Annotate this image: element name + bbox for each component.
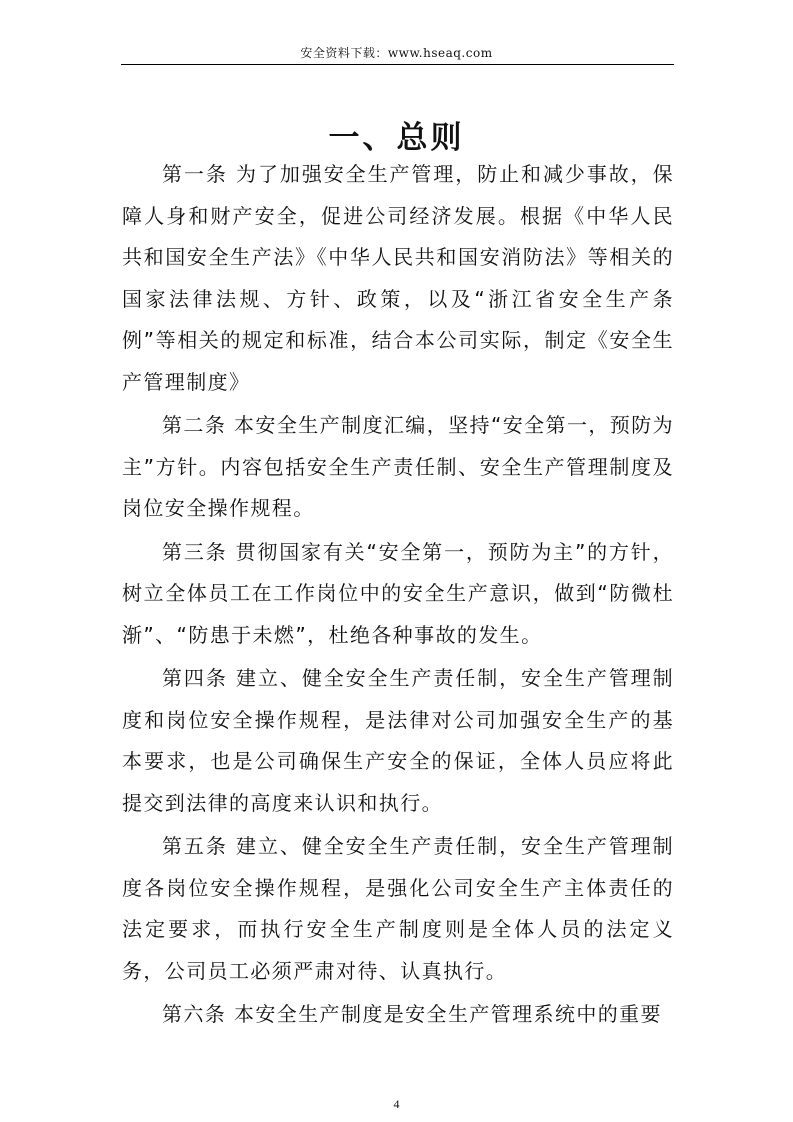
- page-number: 4: [393, 1097, 400, 1111]
- document-body: [122, 154, 674, 1038]
- article-paragraph: 第一条 为了加强安全生产管理，防止和减少事故，保障人身和财产安全，促进公司经济发展。根据《中华人民共和国安全生产法》《中华人民共和国安消防法》等相关的国家法律法规、方针、政策，以及“浙江省安全生产条例”等相关的规定和标准，结合本公司实际，制定《安全生产管理制度》: [122, 162, 674, 394]
- article-paragraph: 第四条 建立、健全安全生产责任制，安全生产管理制度和岗位安全操作规程，是法律对公司加强安全生产的基本要求，也是公司确保生产安全的保证，全体人员应将此提交到法律的高度来认识和执行。: [122, 666, 674, 815]
- article-paragraph: 第三条 贯彻国家有关“安全第一，预防为主”的方针，树立全体员工在工作岗位中的安全生产意识，做到“防微杜渐”、“防患于未燃”，杜绝各种事故的发生。: [122, 539, 674, 647]
- article-paragraph: 第五条 建立、健全安全生产责任制，安全生产管理制度各岗位安全操作规程，是强化公司安全生产主体责任的法定要求，而执行安全生产制度则是全体人员的法定义务，公司员工必须严肃对待、认真执行。: [122, 834, 674, 983]
- page-header: 安全资料下载：www.hseaq.com: [300, 46, 493, 60]
- article-paragraph: 第二条 本安全生产制度汇编，坚持“安全第一，预防为主”方针。内容包括安全生产责任制、安全生产管理制度及岗位安全操作规程。: [122, 413, 674, 520]
- section-title: 一、总则: [328, 119, 465, 156]
- article-paragraph: 第六条 本安全生产制度是安全生产管理系统中的重要: [162, 1002, 662, 1026]
- header-divider: [121, 64, 674, 65]
